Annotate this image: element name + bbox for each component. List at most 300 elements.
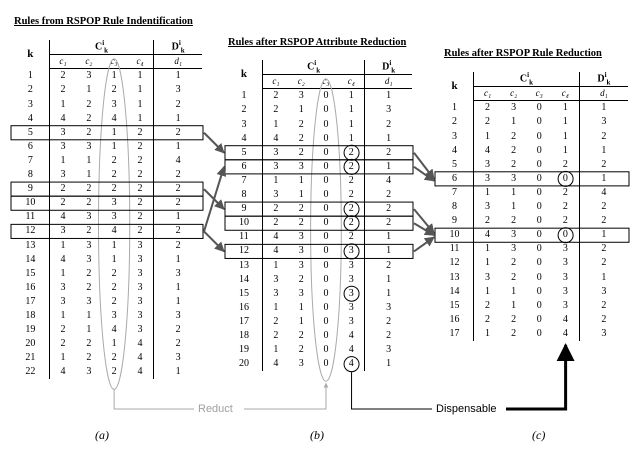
- cell-value: 1: [348, 90, 354, 102]
- rule-index: 18: [25, 309, 36, 321]
- cell-value: 3: [474, 270, 501, 284]
- table-row: [226, 230, 412, 244]
- cell-value: 0: [536, 144, 542, 156]
- cell-value: 2: [511, 313, 517, 325]
- rule-index: 10: [25, 197, 36, 209]
- cell-value: 2: [579, 256, 628, 270]
- cell-value: 2: [579, 214, 628, 228]
- cell-value: 1: [365, 273, 412, 287]
- table-row: [12, 365, 202, 379]
- cell-value: 2: [511, 327, 517, 339]
- cell-value: 1: [348, 132, 354, 144]
- cell-value: 2: [365, 329, 412, 343]
- cell-value: 0: [536, 102, 542, 114]
- rule-index: 20: [238, 358, 249, 370]
- cell-value: 1: [49, 98, 76, 112]
- cell-value: 0: [323, 315, 329, 327]
- cell-value: 3: [562, 243, 568, 255]
- table-row: [226, 174, 412, 188]
- cell-value: 3: [137, 309, 143, 321]
- cell-value: 0: [562, 229, 568, 241]
- cell-value: 0: [536, 130, 542, 142]
- table-row: [12, 224, 202, 238]
- header-c-sub: k: [529, 78, 533, 87]
- arrow-a12-b6: [204, 167, 224, 232]
- cell-value: 2: [86, 183, 92, 195]
- rule-index: 11: [25, 211, 36, 223]
- cell-value: 4: [262, 132, 288, 146]
- rule-table-a: [12, 40, 202, 379]
- table-row: [12, 112, 202, 126]
- cell-value: 3: [474, 172, 501, 186]
- cell-value: 2: [137, 169, 143, 181]
- table-row: [12, 168, 202, 182]
- rule-index: 14: [238, 273, 249, 285]
- table-row: [436, 285, 628, 299]
- cell-value: 1: [154, 210, 202, 224]
- rule-index: 15: [449, 299, 460, 311]
- cell-value: 3: [474, 200, 501, 214]
- rule-index: 10: [449, 229, 460, 241]
- rule-index: 13: [449, 271, 460, 283]
- rule-index: 1: [241, 90, 247, 102]
- header-c-sup: i: [102, 39, 105, 47]
- cell-value: 2: [137, 211, 143, 223]
- cell-value: 2: [262, 89, 288, 104]
- cell-value: 1: [298, 104, 304, 116]
- cell-value: 2: [579, 313, 628, 327]
- rule-index: 16: [238, 301, 249, 313]
- cell-value: 2: [49, 182, 76, 196]
- caption-c: (c): [532, 428, 546, 442]
- header-d-symbol: D: [171, 41, 179, 53]
- arrow-a12-b12: [204, 231, 224, 251]
- table-row: [12, 281, 202, 295]
- cell-value: 3: [298, 245, 304, 257]
- cell-value: 1: [474, 242, 501, 256]
- header-c-symbol: C: [307, 61, 315, 73]
- cell-value: 0: [536, 243, 542, 255]
- cell-value: 3: [348, 315, 354, 327]
- cell-value: 3: [137, 239, 143, 251]
- table-row: [436, 158, 628, 172]
- arrow-b5-c6: [414, 153, 434, 179]
- cell-value: 2: [111, 154, 117, 166]
- cell-value: 1: [474, 256, 501, 270]
- cell-value: 1: [86, 169, 92, 181]
- cell-value: 1: [154, 365, 202, 379]
- arrow-b12-c10: [414, 237, 434, 251]
- cell-value: 2: [474, 299, 501, 313]
- cell-value: 1: [262, 118, 288, 132]
- table-row: [12, 351, 202, 365]
- cell-value: 2: [262, 315, 288, 329]
- cell-value: 4: [49, 112, 76, 126]
- cell-value: 3: [86, 211, 92, 223]
- cell-value: 0: [323, 231, 329, 243]
- cell-value: 3: [262, 287, 288, 301]
- cell-value: 2: [298, 146, 304, 158]
- cell-value: 4: [348, 329, 354, 341]
- cell-value: 1: [154, 112, 202, 126]
- column-header: c₂: [76, 55, 101, 69]
- cell-value: 2: [137, 197, 143, 209]
- cell-value: 4: [348, 358, 354, 370]
- cell-value: 1: [579, 172, 628, 186]
- arrow-b9-c10: [414, 209, 434, 233]
- cell-value: 2: [111, 84, 117, 96]
- cell-value: 2: [154, 98, 202, 112]
- cell-value: 3: [154, 309, 202, 323]
- rule-index: 7: [241, 174, 247, 186]
- cell-value: 3: [298, 90, 304, 102]
- cell-value: 0: [323, 344, 329, 356]
- rule-index: 8: [452, 201, 458, 213]
- cell-value: 2: [86, 225, 92, 237]
- cell-value: 1: [474, 186, 501, 200]
- cell-value: 0: [323, 217, 329, 229]
- cell-value: 3: [348, 245, 354, 257]
- rule-index: 14: [449, 285, 460, 297]
- cell-value: 2: [348, 231, 354, 243]
- cell-value: 1: [111, 239, 117, 251]
- cell-value: 2: [262, 329, 288, 343]
- cell-value: 2: [348, 174, 354, 186]
- cell-value: 2: [262, 202, 288, 216]
- cell-value: 3: [562, 299, 568, 311]
- rule-index: 1: [452, 102, 458, 114]
- cell-value: 0: [536, 313, 542, 325]
- header-decision: [365, 60, 412, 75]
- cell-value: 4: [262, 357, 288, 371]
- header-conditions: [474, 72, 580, 87]
- cell-value: 1: [365, 89, 412, 104]
- rule-index: 8: [241, 189, 247, 201]
- dispensable-label: Dispensable: [436, 403, 497, 415]
- cell-value: 4: [562, 327, 568, 339]
- table-row: [226, 301, 412, 315]
- table-row: [226, 118, 412, 132]
- cell-value: 3: [511, 172, 517, 184]
- header-c-sub: k: [316, 66, 321, 75]
- cell-value: 1: [111, 140, 117, 152]
- header-d-sub: k: [606, 78, 611, 87]
- column-header: c₄: [552, 87, 579, 101]
- cell-value: 2: [49, 69, 76, 84]
- cell-value: 2: [511, 144, 517, 156]
- cell-value: 1: [474, 130, 501, 144]
- cell-value: 2: [579, 242, 628, 256]
- cell-value: 0: [536, 116, 542, 128]
- table-row: [436, 242, 628, 256]
- cell-value: 2: [111, 169, 117, 181]
- rule-index: 5: [27, 126, 33, 138]
- cell-value: 0: [536, 285, 542, 297]
- table-row: [436, 130, 628, 144]
- cell-value: 3: [154, 83, 202, 97]
- cell-value: 3: [137, 324, 143, 336]
- cell-value: 0: [536, 172, 542, 184]
- cell-value: 3: [474, 158, 501, 172]
- cell-value: 3: [86, 239, 92, 251]
- column-header: d₁: [365, 75, 412, 89]
- cell-value: 0: [323, 259, 329, 271]
- header-c-symbol: C: [94, 41, 103, 53]
- header-k: k: [27, 47, 34, 60]
- panel-c-title: Rules after RSPOP Rule Reduction: [444, 48, 602, 59]
- cell-value: 2: [49, 337, 76, 351]
- rule-index: 4: [452, 144, 458, 156]
- cell-value: 3: [86, 70, 92, 82]
- cell-value: 3: [298, 259, 304, 271]
- header-d-sub: k: [391, 66, 396, 75]
- table-row: [436, 214, 628, 228]
- cell-value: 1: [579, 144, 628, 158]
- cell-value: 4: [474, 144, 501, 158]
- cell-value: 2: [137, 140, 143, 152]
- header-decision: [154, 40, 202, 55]
- header-d-sup: i: [604, 71, 607, 79]
- cell-value: 2: [86, 112, 92, 124]
- cell-value: 1: [154, 140, 202, 154]
- cell-value: 3: [348, 259, 354, 271]
- header-d-sub: k: [180, 46, 185, 55]
- rule-index: 9: [241, 203, 247, 215]
- cell-value: 2: [365, 202, 412, 216]
- cell-value: 0: [536, 201, 542, 213]
- cell-value: 2: [562, 186, 568, 198]
- dispensable-connector-right: [506, 345, 566, 409]
- cell-value: 2: [137, 183, 143, 195]
- cell-value: 2: [49, 323, 76, 337]
- cell-value: 1: [562, 144, 568, 156]
- header-c-sup: i: [314, 59, 317, 67]
- rule-index: 7: [27, 154, 33, 166]
- cell-value: 3: [49, 168, 76, 182]
- cell-value: 4: [49, 365, 76, 379]
- cell-value: 3: [86, 140, 92, 152]
- cell-value: 1: [365, 357, 412, 371]
- cell-value: 1: [49, 238, 76, 252]
- cell-value: 1: [137, 112, 143, 124]
- table-row: [226, 160, 412, 174]
- cell-value: 4: [49, 253, 76, 267]
- table-row: [226, 89, 412, 104]
- cell-value: 2: [365, 315, 412, 329]
- cell-value: 1: [562, 116, 568, 128]
- cell-value: 0: [562, 172, 568, 184]
- column-header: c₃: [314, 75, 339, 89]
- cell-value: 3: [262, 188, 288, 202]
- table-row: [226, 103, 412, 117]
- cell-value: 1: [579, 101, 628, 116]
- cell-value: 1: [86, 324, 92, 336]
- cell-value: 2: [298, 344, 304, 356]
- cell-value: 1: [137, 98, 143, 110]
- cell-value: 0: [536, 186, 542, 198]
- cell-value: 0: [536, 229, 542, 241]
- panel-b-title: Rules after RSPOP Attribute Reduction: [228, 37, 407, 48]
- header-d-sup: i: [178, 39, 181, 47]
- cell-value: 1: [562, 130, 568, 142]
- rule-index: 9: [452, 215, 458, 227]
- cell-value: 1: [49, 267, 76, 281]
- cell-value: 0: [323, 287, 329, 299]
- rule-index: 5: [452, 158, 458, 170]
- rule-index: 4: [27, 112, 33, 124]
- rule-index: 1: [27, 70, 33, 82]
- cell-value: 0: [323, 90, 329, 102]
- cell-value: 2: [111, 352, 117, 364]
- cell-value: 2: [154, 196, 202, 210]
- column-header: d₁: [154, 55, 202, 69]
- cell-value: 2: [298, 273, 304, 285]
- arrow-b10-c10: [414, 223, 434, 235]
- table-row: [12, 253, 202, 267]
- cell-value: 0: [536, 271, 542, 283]
- table-row: [12, 295, 202, 309]
- table-row: [226, 146, 412, 160]
- cell-value: 2: [365, 258, 412, 272]
- cell-value: 3: [111, 98, 117, 110]
- cell-value: 2: [579, 299, 628, 313]
- table-row: [436, 115, 628, 129]
- table-row: [12, 98, 202, 112]
- cell-value: 0: [323, 160, 329, 172]
- cell-value: 1: [511, 299, 517, 311]
- cell-value: 2: [348, 189, 354, 201]
- cell-value: 3: [86, 366, 92, 378]
- header-conditions: [262, 60, 364, 75]
- cell-value: 2: [298, 118, 304, 130]
- cell-value: 1: [365, 287, 412, 301]
- table-row: [12, 196, 202, 210]
- cell-value: 3: [298, 160, 304, 172]
- column-header: c₁: [474, 87, 501, 101]
- cell-value: 3: [49, 295, 76, 309]
- table-row: [12, 323, 202, 337]
- rule-index: 17: [25, 295, 36, 307]
- header-c-sub: k: [104, 46, 109, 55]
- table-row: [436, 299, 628, 313]
- column-header: c₁: [262, 75, 288, 89]
- cell-value: 4: [154, 154, 202, 168]
- cell-value: 1: [511, 285, 517, 297]
- cell-value: 0: [323, 189, 329, 201]
- table-row: [226, 132, 412, 146]
- table-row: [226, 202, 412, 216]
- cell-value: 2: [49, 83, 76, 97]
- cell-value: 1: [298, 301, 304, 313]
- cell-value: 1: [348, 104, 354, 116]
- cell-value: 1: [511, 201, 517, 213]
- table-row: [12, 126, 202, 140]
- cell-value: 0: [536, 327, 542, 339]
- cell-value: 4: [137, 338, 143, 350]
- table-row: [226, 188, 412, 202]
- cell-value: 2: [154, 168, 202, 182]
- rule-index: 6: [241, 160, 247, 172]
- cell-value: 1: [298, 174, 304, 186]
- cell-value: 3: [49, 281, 76, 295]
- header-conditions: [49, 40, 154, 55]
- cell-value: 2: [137, 154, 143, 166]
- cell-value: 2: [154, 126, 202, 140]
- cell-value: 0: [323, 132, 329, 144]
- cell-value: 3: [511, 102, 517, 114]
- cell-value: 2: [86, 197, 92, 209]
- cell-value: 2: [298, 132, 304, 144]
- rule-index: 15: [25, 267, 36, 279]
- rule-index: 15: [238, 287, 249, 299]
- cell-value: 2: [154, 323, 202, 337]
- table-row: [12, 154, 202, 168]
- cell-value: 3: [562, 257, 568, 269]
- rule-index: 6: [27, 140, 33, 152]
- cell-value: 2: [562, 201, 568, 213]
- table-row: [12, 140, 202, 154]
- header-d-sup: i: [389, 59, 392, 67]
- cell-value: 1: [49, 154, 76, 168]
- cell-value: 1: [154, 281, 202, 295]
- cell-value: 3: [137, 295, 143, 307]
- rule-index: 5: [241, 146, 247, 158]
- rule-index: 13: [25, 239, 36, 251]
- cell-value: 0: [323, 301, 329, 313]
- cell-value: 3: [298, 287, 304, 299]
- rule-index: 12: [25, 225, 36, 237]
- arrow-a9-b9: [204, 189, 224, 209]
- rule-index: 4: [241, 132, 247, 144]
- rule-index: 14: [25, 253, 36, 265]
- cell-value: 1: [511, 186, 517, 198]
- cell-value: 3: [49, 140, 76, 154]
- cell-value: 3: [579, 285, 628, 299]
- table-row: [226, 216, 412, 230]
- cell-value: 2: [86, 267, 92, 279]
- table-row: [436, 186, 628, 200]
- cell-value: 1: [262, 301, 288, 315]
- cell-value: 2: [154, 182, 202, 196]
- column-header: d₁: [579, 87, 628, 101]
- reduct-connector-left: [114, 389, 194, 409]
- cell-value: 1: [111, 126, 117, 138]
- cell-value: 2: [511, 257, 517, 269]
- cell-value: 2: [348, 146, 354, 158]
- cell-value: 2: [154, 238, 202, 252]
- arrow-b6-c6: [414, 167, 434, 181]
- cell-value: 4: [111, 324, 117, 336]
- rule-index: 9: [27, 183, 33, 195]
- cell-value: 2: [154, 337, 202, 351]
- cell-value: 4: [348, 344, 354, 356]
- arrow-a5-b5: [204, 133, 224, 153]
- rule-index: 11: [449, 243, 460, 255]
- cell-value: 0: [323, 358, 329, 370]
- cell-value: 3: [154, 267, 202, 281]
- rule-index: 18: [238, 329, 249, 341]
- cell-value: 3: [562, 285, 568, 297]
- reduct-label: Reduct: [198, 403, 233, 415]
- cell-value: 0: [536, 158, 542, 170]
- cell-value: 3: [86, 295, 92, 307]
- rule-index: 8: [27, 169, 33, 181]
- cell-value: 1: [474, 285, 501, 299]
- table-row: [436, 228, 628, 242]
- table-row: [226, 329, 412, 343]
- table-row: [12, 69, 202, 84]
- rule-index: 17: [238, 315, 249, 327]
